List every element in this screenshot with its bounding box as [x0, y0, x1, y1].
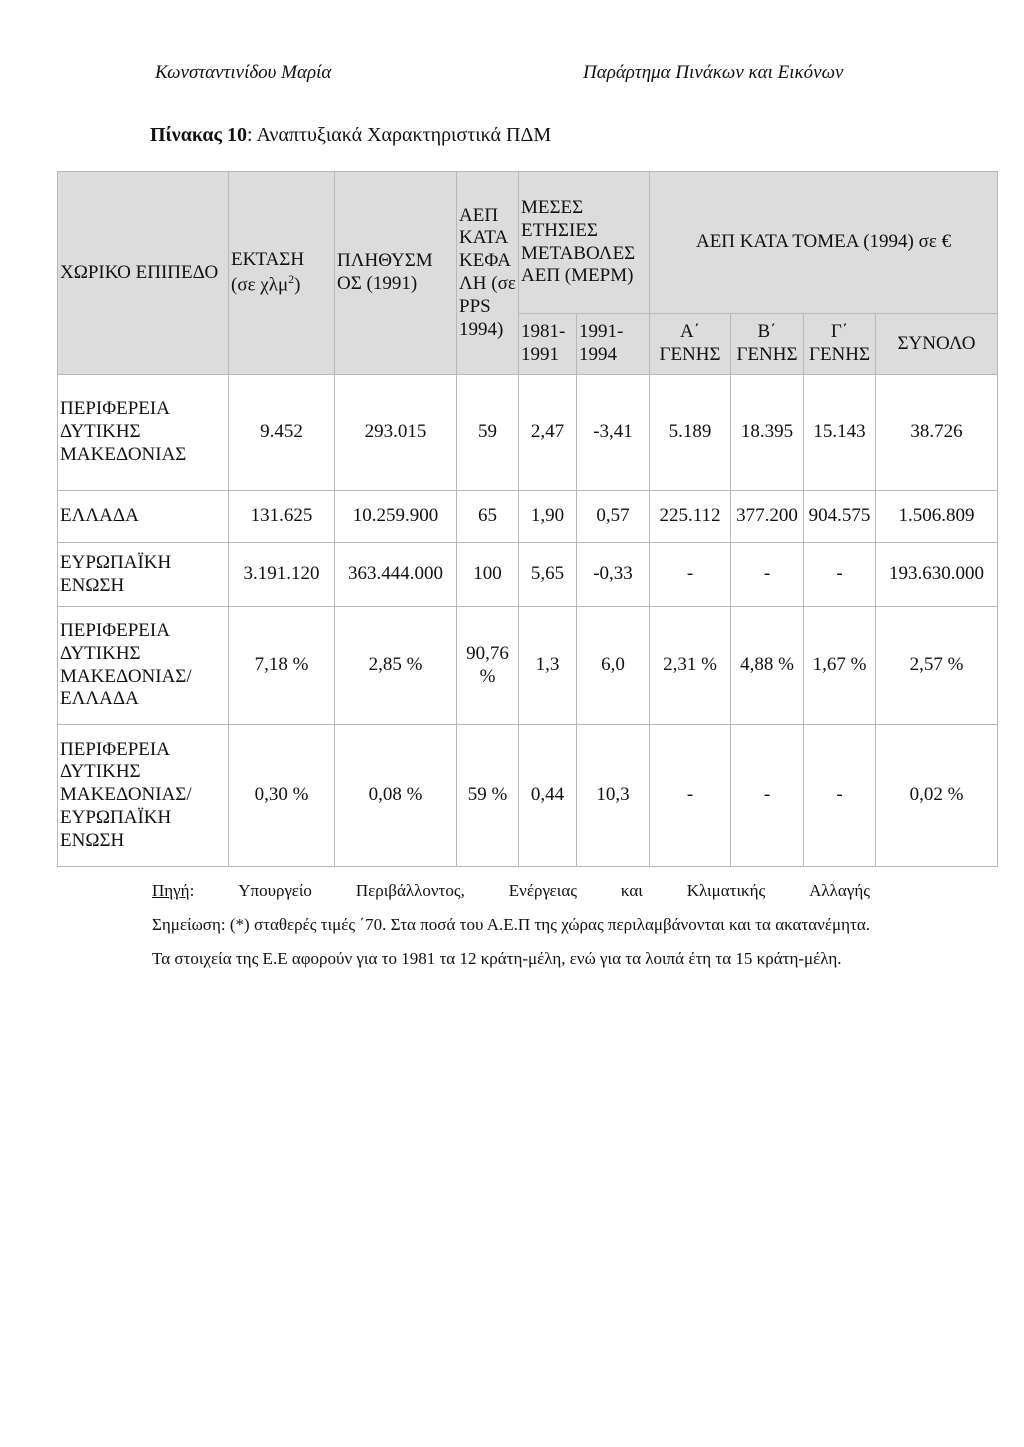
row-label: ΠΕΡΙΦΕΡΕΙΑ ΔΥΤΙΚΗΣ ΜΑΚΕΔΟΝΙΑΣ/ ΕΛΛΑΔΑ — [58, 607, 229, 725]
header-gdp-by-sector: ΑΕΠ ΚΑΤΑ ΤΟΜΕΑ (1994) σε € — [650, 172, 998, 314]
cell-gdp: 59 % — [457, 725, 519, 867]
cell-population: 2,85 % — [335, 607, 457, 725]
table-row — [58, 543, 998, 607]
cell-change-2: -0,33 — [577, 543, 650, 607]
note-text: Σημείωση: (*) σταθερές τιμές ΄70. Στα ποσά του Α.Ε.Π της χώρας περιλαμβάνονται και τα ακατανέμητα. Τα στοιχεία της Ε.Ε αφορούν για το 1981 τα 12 κράτη-μέλη, ενώ για τα λοιπά έτη τα 15 κράτη-μέλη. — [152, 915, 870, 968]
source-word: Κλιματικής — [686, 881, 766, 900]
cell-total: 2,57 % — [876, 607, 998, 725]
cell-area: 0,30 % — [229, 725, 335, 867]
cell-change-1: 1,3 — [519, 607, 577, 725]
source-word: Αλλαγής — [809, 881, 870, 900]
source-label: Πηγή — [152, 881, 190, 900]
cell-tertiary: 1,67 % — [804, 607, 876, 725]
table-number: Πίνακας 10 — [150, 124, 247, 146]
source-line: Πηγή: Υπουργείο Περιβάλλοντος, Ενέργειας και Κλιματικής Αλλαγής — [152, 874, 870, 908]
header-primary-sector: Α΄ ΓΕΝΗΣ — [650, 314, 731, 375]
header-population: ΠΛΗΘΥΣΜ ΟΣ (1991) — [335, 172, 457, 375]
row-label: ΕΥΡΩΠΑΪΚΗ ΕΝΩΣΗ — [58, 543, 229, 607]
table-row — [58, 607, 998, 725]
header-spatial-level: ΧΩΡΙΚΟ ΕΠΙΠΕΔΟ — [58, 172, 229, 375]
header-area: ΕΚΤΑΣΗ (σε χλμ$^2$) — [229, 172, 335, 375]
cell-population: 293.015 — [335, 375, 457, 491]
cell-change-2: 0,57 — [577, 491, 650, 543]
header-gdp-per-capita: ΑΕΠ ΚΑΤΑ ΚΕΦΑ ΛΗ (σε PPS 1994) — [457, 172, 519, 375]
cell-tertiary: 15.143 — [804, 375, 876, 491]
source-note — [152, 874, 870, 976]
cell-change-1: 5,65 — [519, 543, 577, 607]
cell-primary: 2,31 % — [650, 607, 731, 725]
cell-area: 131.625 — [229, 491, 335, 543]
running-header-section: Παράρτημα Πινάκων και Εικόνων — [583, 62, 844, 83]
cell-secondary: - — [731, 543, 804, 607]
table-row — [58, 725, 998, 867]
cell-tertiary: - — [804, 725, 876, 867]
cell-secondary: 18.395 — [731, 375, 804, 491]
table-row — [58, 375, 998, 491]
cell-change-1: 1,90 — [519, 491, 577, 543]
table-caption: : Αναπτυξιακά Χαρακτηριστικά ΠΔΜ — [246, 124, 552, 146]
header-secondary-sector: Β΄ ΓΕΝΗΣ — [731, 314, 804, 375]
cell-secondary: 4,88 % — [731, 607, 804, 725]
cell-tertiary: - — [804, 543, 876, 607]
header-period-1981-1991: 1981- 1991 — [519, 314, 577, 375]
cell-total: 38.726 — [876, 375, 998, 491]
cell-primary: 5.189 — [650, 375, 731, 491]
source-word: και — [620, 881, 643, 900]
source-word: Υπουργείο — [238, 881, 312, 900]
source-word: Ενέργειας — [508, 881, 578, 900]
cell-primary: - — [650, 543, 731, 607]
cell-total: 1.506.809 — [876, 491, 998, 543]
header-total: ΣΥΝΟΛΟ — [876, 314, 998, 375]
header-period-1991-1994: 1991- 1994 — [577, 314, 650, 375]
cell-primary: 225.112 — [650, 491, 731, 543]
running-header-author: Κωνσταντινίδου Μαρία — [155, 62, 332, 83]
cell-population: 10.259.900 — [335, 491, 457, 543]
cell-gdp: 59 — [457, 375, 519, 491]
cell-gdp: 100 — [457, 543, 519, 607]
cell-change-2: -3,41 — [577, 375, 650, 491]
header-tertiary-sector: Γ΄ ΓΕΝΗΣ — [804, 314, 876, 375]
development-table — [57, 171, 998, 867]
cell-change-1: 2,47 — [519, 375, 577, 491]
cell-total: 0,02 % — [876, 725, 998, 867]
source-word: Περιβάλλοντος, — [355, 881, 465, 900]
row-label: ΕΛΛΑΔΑ — [58, 491, 229, 543]
cell-change-2: 10,3 — [577, 725, 650, 867]
cell-gdp: 90,76 % — [457, 607, 519, 725]
cell-gdp: 65 — [457, 491, 519, 543]
cell-secondary: - — [731, 725, 804, 867]
row-label: ΠΕΡΙΦΕΡΕΙΑ ΔΥΤΙΚΗΣ ΜΑΚΕΔΟΝΙΑΣ/ ΕΥΡΩΠΑΪΚΗ ΕΝΩΣΗ — [58, 725, 229, 867]
cell-area: 3.191.120 — [229, 543, 335, 607]
cell-tertiary: 904.575 — [804, 491, 876, 543]
cell-area: 7,18 % — [229, 607, 335, 725]
cell-primary: - — [650, 725, 731, 867]
cell-population: 0,08 % — [335, 725, 457, 867]
table-row — [58, 491, 998, 543]
cell-secondary: 377.200 — [731, 491, 804, 543]
cell-change-2: 6,0 — [577, 607, 650, 725]
row-label: ΠΕΡΙΦΕΡΕΙΑ ΔΥΤΙΚΗΣ ΜΑΚΕΔΟΝΙΑΣ — [58, 375, 229, 491]
cell-change-1: 0,44 — [519, 725, 577, 867]
table-title — [150, 124, 551, 147]
header-avg-annual-change: ΜΕΣΕΣ ΕΤΗΣΙΕΣ ΜΕΤΑΒΟΛΕΣ ΑΕΠ (ΜΕΡΜ) — [519, 172, 650, 314]
cell-area: 9.452 — [229, 375, 335, 491]
cell-population: 363.444.000 — [335, 543, 457, 607]
cell-total: 193.630.000 — [876, 543, 998, 607]
